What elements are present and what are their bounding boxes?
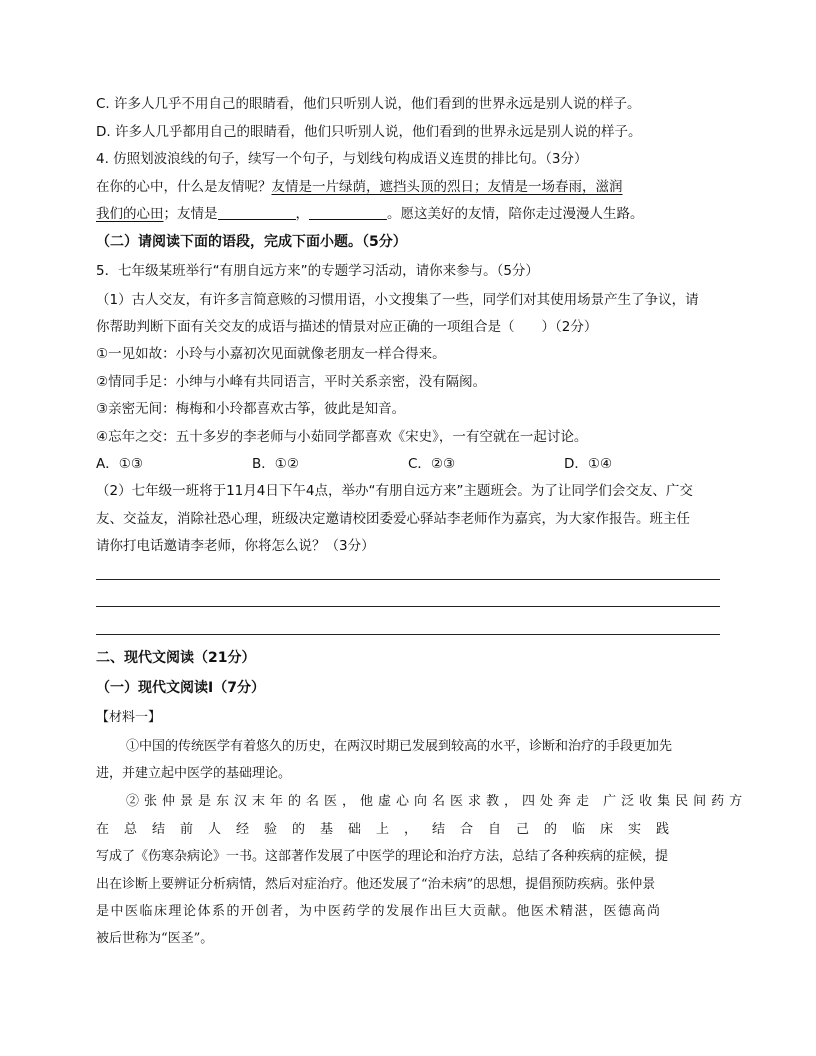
q5-sub2-line2: 友、交益友，消除社恐心理，班级决定邀请校团委爱心驿站李老师作为嘉宾，为大家作报告。班主任: [96, 511, 690, 527]
q5-item-1: ①一见如故：小玲与小嘉初次见面就像老朋友一样合得来。: [96, 346, 446, 362]
q4-text-b: ，: [295, 206, 309, 222]
material-p2-line4: 出在诊断上要辨证分析病情，然后对症治疗。他还发展了“治未病”的思想，提倡预防疾病。张仲景: [96, 877, 656, 892]
material-p1-line1: ①中国的传统医学有着悠久的历史，在两汉时期已发展到较高的水平，诊断和治疗的手段更加先: [126, 739, 673, 754]
q5-sub2-line3: 请你打电话邀请李老师，你将怎么说？（3分）: [96, 538, 375, 554]
answer-line-2[interactable]: [96, 606, 720, 607]
choice-b[interactable]: B．①②: [252, 456, 299, 472]
choice-d[interactable]: D．①④: [564, 456, 613, 472]
q5-item-4: ④忘年之交：五十多岁的李老师与小茹同学都喜欢《宋史》，一有空就在一起讨论。: [96, 429, 588, 445]
q5-prompt: 5．七年级某班举行“有朋自远方来”的专题学习活动，请你来参与。（5分）: [96, 263, 539, 279]
q4-text-a: ；友情是: [163, 206, 218, 222]
part2-title: 二、现代文阅读（21分）: [96, 650, 256, 666]
q4-line1-plain: 在你的心中，什么是友情呢？: [96, 179, 272, 195]
q5-sub1-line2: 你帮助判断下面有关交友的成语与描述的情景对应正确的一项组合是（ ）（2分）: [96, 319, 598, 335]
material-label: 【材料一】: [96, 710, 162, 725]
q3-option-c: C. 许多人几乎不用自己的眼睛看，他们只听别人说，他们看到的世界永远是别人说的样子。: [96, 96, 641, 112]
q4-wavy-sentence-2: 我们的心田: [96, 206, 164, 222]
q5-choices: [96, 454, 720, 474]
choice-a[interactable]: A．①③: [96, 456, 143, 472]
material-p2-line1: ②张仲景是东汉末年的名医，他虚心向名医求教，四处奔走 广泛收集民间药方: [126, 794, 748, 809]
q4-wavy-sentence-1: 友情是一片绿荫，遮挡头顶的烈日；友情是一场春雨，滋润: [271, 179, 623, 195]
part2-subtitle: （一）现代文阅读Ⅰ（7分）: [96, 680, 265, 696]
q5-sub1-line1: （1）古人交友，有许多言简意赅的习惯用语，小文搜集了一些，同学们对其使用场景产生了争议，请: [96, 292, 699, 308]
q4-line2: [96, 204, 644, 224]
answer-line-1[interactable]: [96, 579, 720, 580]
material-p2-line3: 写成了《伤寒杂病论》一书。这部著作发展了中医学的理论和治疗方法，总结了各种疾病的症候，提: [96, 849, 669, 864]
answer-line-3[interactable]: [96, 634, 720, 635]
q5-sub2-line1: （2）七年级一班将于11月4日下午4点，举办“有朋自远方来”主题班会。为了让同学们会交友、广交: [96, 483, 693, 499]
q3-option-d: D. 许多人几乎都用自己的眼睛看，他们只听别人说，他们看到的世界永远是别人说的样子。: [96, 124, 642, 140]
choice-c[interactable]: C．②③: [408, 456, 456, 472]
section2-title: （二）请阅读下面的语段，完成下面小题。（5分）: [96, 234, 407, 250]
material-p2-line6: 被后世称为“医圣”。: [96, 931, 214, 946]
q5-item-3: ③亲密无间：梅梅和小玲都喜欢古筝，彼此是知音。: [96, 401, 406, 417]
q4-blank-2[interactable]: [309, 205, 387, 220]
material-p1-line2: 进，并建立起中医学的基础理论。: [96, 766, 292, 781]
q5-item-2: ②情同手足：小绅与小峰有共同语言，平时关系亲密，没有隔阂。: [96, 374, 487, 390]
q4-text-c: 。愿这美好的友情，陪你走过漫漫人生路。: [387, 206, 644, 222]
q4-prompt: 4. 仿照划波浪线的句子，续写一个句子，与划线句构成语义连贯的排比句。（3分）: [96, 151, 588, 167]
material-p2-line5: 是中医临床理论体系的开创者，为中医药学的发展作出巨大贡献。他医术精湛，医德高尚: [96, 904, 662, 919]
material-p2-line2: 在总结前人经验的基础上，结合自己的临床实践: [96, 822, 685, 837]
q4-blank-1[interactable]: [218, 205, 296, 220]
q4-line1: [96, 177, 623, 197]
